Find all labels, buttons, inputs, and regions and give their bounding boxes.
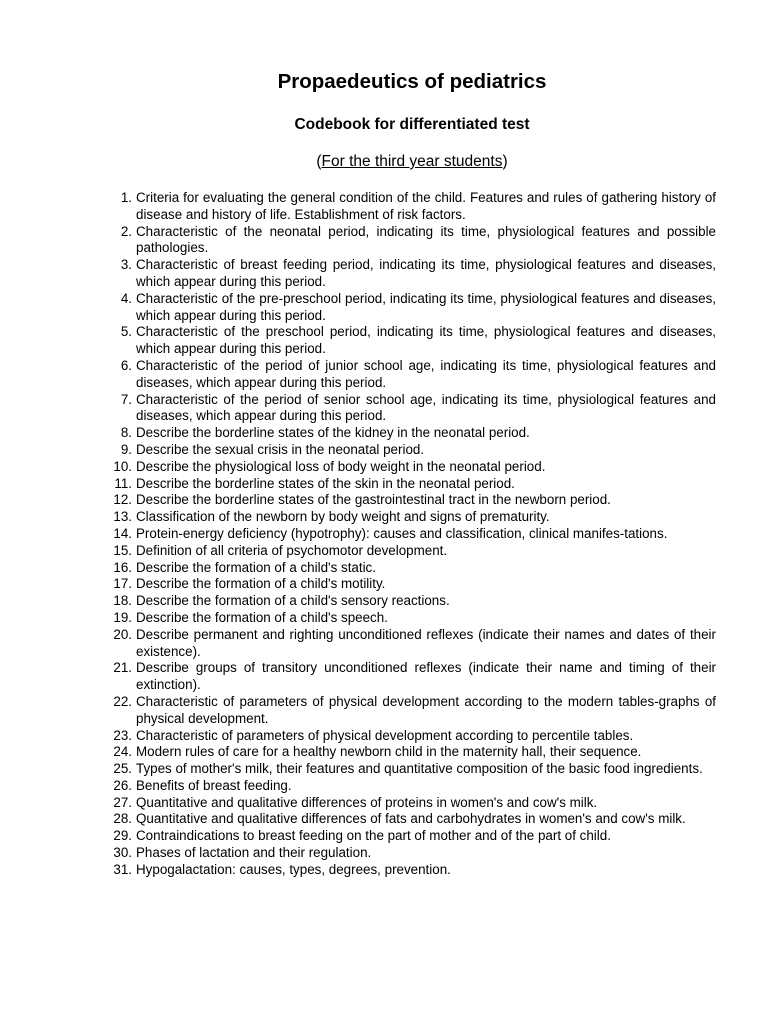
question-text: Contraindications to breast feeding on the part of mother and of the part of child. <box>136 828 611 844</box>
question-item <box>104 811 716 828</box>
question-number: 2. <box>120 223 132 239</box>
question-number: 7. <box>120 391 132 407</box>
question-text: Describe the formation of a child's sensory reactions. <box>136 593 450 609</box>
question-item <box>104 828 716 845</box>
question-number: 30. <box>113 845 132 861</box>
question-text: Describe the formation of a child's static. <box>136 559 376 575</box>
question-number: 10. <box>113 458 132 474</box>
question-item <box>104 291 716 325</box>
audience-open-paren: ( <box>316 153 322 170</box>
question-text: Characteristic of the period of senior school age, indicating its time, physiological features and diseases, which appear during this period. <box>136 391 716 424</box>
question-text: Describe groups of transitory unconditioned reflexes (indicate their name and timing of their extinction). <box>136 660 716 693</box>
question-number: 14. <box>113 525 132 541</box>
question-number: 31. <box>113 861 132 877</box>
question-item <box>104 694 716 728</box>
question-item <box>104 744 716 761</box>
question-text: Classification of the newborn by body weight and signs of prematurity. <box>136 509 550 525</box>
question-text: Describe permanent and righting unconditioned reflexes (indicate their names and dates of their existence). <box>136 626 716 659</box>
question-text: Benefits of breast feeding. <box>136 777 292 793</box>
question-number: 25. <box>113 761 132 777</box>
question-text: Characteristic of parameters of physical development according to percentile tables. <box>136 727 634 743</box>
question-number: 23. <box>113 727 132 743</box>
question-number: 5. <box>120 324 132 340</box>
question-text: Describe the sexual crisis in the neonatal period. <box>136 441 425 457</box>
question-number: 13. <box>113 509 132 525</box>
question-item <box>104 560 716 577</box>
question-item <box>104 795 716 812</box>
audience-note <box>0 151 770 173</box>
question-number: 6. <box>120 357 132 373</box>
question-text: Phases of lactation and their regulation. <box>136 845 372 861</box>
question-number: 29. <box>113 828 132 844</box>
question-item <box>104 728 716 745</box>
question-number: 11. <box>114 475 132 491</box>
question-text: Types of mother's milk, their features and quantitative composition of the basic food ingredients. <box>136 761 703 777</box>
question-text: Characteristic of breast feeding period, indicating its time, physiological features and diseases, which appear during this period. <box>136 257 716 289</box>
question-number: 19. <box>113 609 132 625</box>
question-item <box>104 324 716 358</box>
question-item <box>104 593 716 610</box>
audience-close-paren: ) <box>502 153 508 170</box>
question-text: Modern rules of care for a healthy newborn child in the maternity hall, their sequence. <box>136 744 642 760</box>
question-text: Describe the borderline states of the skin in the neonatal period. <box>136 475 515 491</box>
question-number: 28. <box>113 811 132 827</box>
question-item <box>104 358 716 392</box>
question-text: Describe the physiological loss of body weight in the neonatal period. <box>136 458 546 474</box>
audience-link[interactable]: For the third year students <box>321 153 503 170</box>
question-text: Definition of all criteria of psychomotor development. <box>136 542 448 558</box>
question-text: Protein-energy deficiency (hypotrophy): causes and classification, clinical manifes-tations. <box>136 525 668 541</box>
question-text: Quantitative and qualitative differences of fats and carbohydrates in women's and cow's milk. <box>136 811 686 827</box>
question-item <box>104 442 716 459</box>
question-number: 8. <box>120 425 132 441</box>
question-item <box>104 576 716 593</box>
question-number: 22. <box>113 693 132 709</box>
question-item <box>104 190 716 224</box>
question-item <box>104 476 716 493</box>
question-number: 26. <box>113 777 132 793</box>
question-number: 9. <box>120 441 132 457</box>
question-item <box>104 761 716 778</box>
question-text: Describe the formation of a child's motility. <box>136 576 386 592</box>
question-number: 18. <box>113 593 132 609</box>
question-number: 27. <box>113 794 132 810</box>
question-item <box>104 459 716 476</box>
question-item <box>104 509 716 526</box>
question-item <box>104 224 716 258</box>
question-text: Describe the formation of a child's speech. <box>136 609 388 625</box>
question-item <box>104 778 716 795</box>
question-item <box>104 660 716 694</box>
question-item <box>104 425 716 442</box>
question-item <box>104 610 716 627</box>
question-number: 4. <box>120 290 132 306</box>
question-text: Characteristic of the pre-preschool period, indicating its time, physiological features and diseases, which appear during this period. <box>136 290 716 323</box>
question-item <box>104 543 716 560</box>
question-text: Criteria for evaluating the general condition of the child. Features and rules of gathering history of disease and history of life. Establishment of risk factors. <box>136 190 716 222</box>
question-item <box>104 526 716 543</box>
question-item <box>104 845 716 862</box>
question-list <box>104 190 716 879</box>
question-number: 12. <box>113 492 132 508</box>
question-text: Hypogalactation: causes, types, degrees, prevention. <box>136 861 451 877</box>
question-item <box>104 492 716 509</box>
question-text: Describe the borderline states of the kidney in the neonatal period. <box>136 425 530 441</box>
question-text: Describe the borderline states of the gastrointestinal tract in the newborn period. <box>136 492 611 508</box>
question-number: 3. <box>120 257 132 273</box>
question-text: Characteristic of the neonatal period, indicating its time, physiological features and possible pathologies. <box>136 223 716 256</box>
question-item <box>104 392 716 426</box>
question-number: 24. <box>113 744 132 760</box>
question-number: 21. <box>113 660 132 676</box>
question-number: 16. <box>113 559 132 575</box>
question-text: Characteristic of the preschool period, indicating its time, physiological features and diseases, which appear during this period. <box>136 324 716 357</box>
question-text: Quantitative and qualitative differences of proteins in women's and cow's milk. <box>136 794 598 810</box>
question-item <box>104 862 716 879</box>
document-title: Propaedeutics of pediatrics <box>277 70 547 93</box>
question-text: Characteristic of parameters of physical development according to the modern tables-graphs of physical development. <box>136 693 716 726</box>
question-text: Characteristic of the period of junior school age, indicating its time, physiological features and diseases, which appear during this period. <box>136 357 716 390</box>
question-number: 17. <box>113 576 132 592</box>
question-item <box>104 627 716 661</box>
question-number: 15. <box>113 542 132 558</box>
question-item <box>104 257 716 291</box>
question-number: 1. <box>120 190 132 205</box>
question-number: 20. <box>113 626 132 642</box>
document-subtitle: Codebook for differentiated test <box>294 116 530 133</box>
